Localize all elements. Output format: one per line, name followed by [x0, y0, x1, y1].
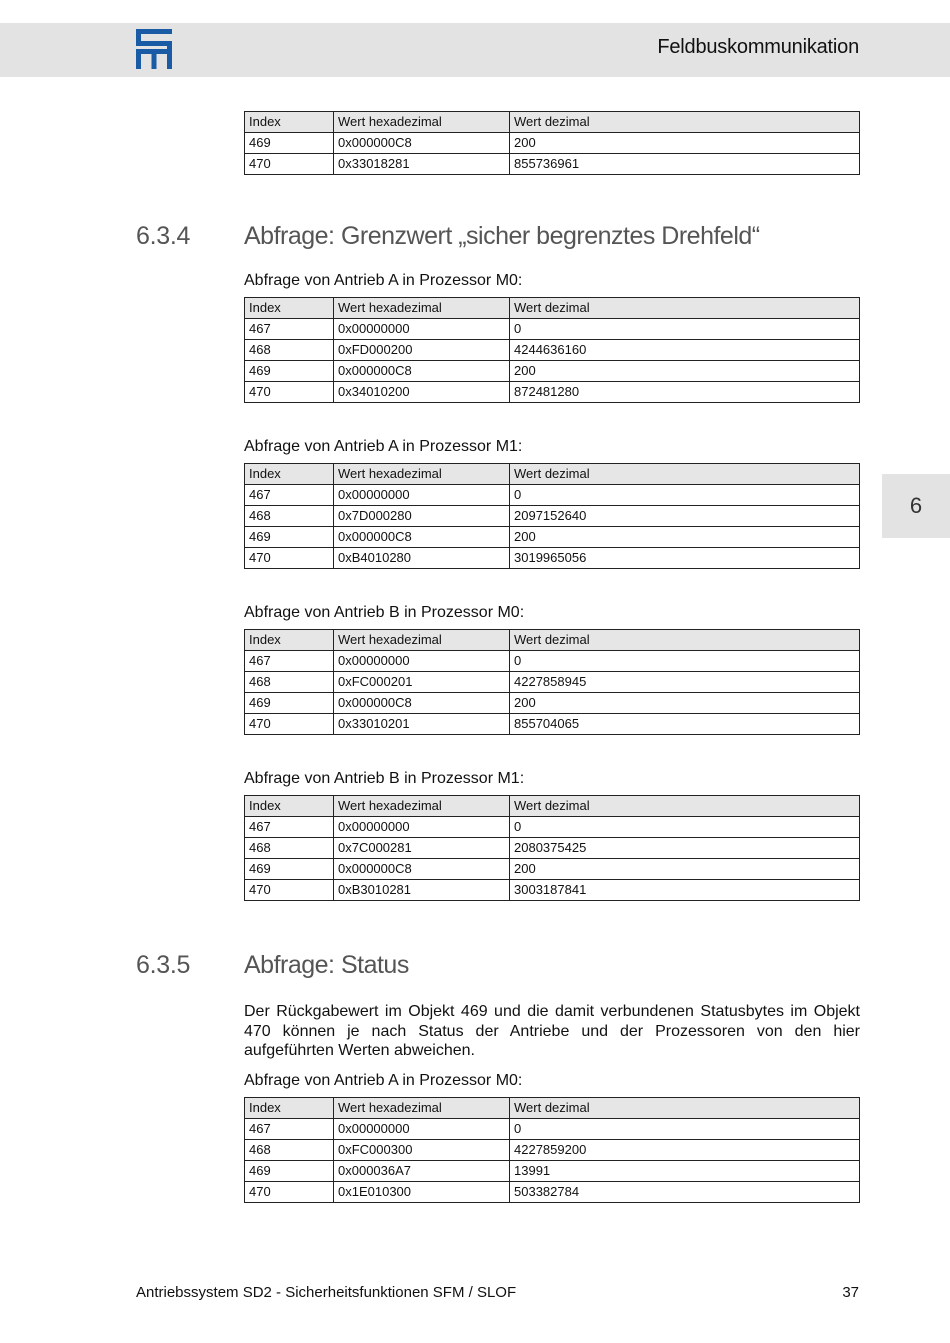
company-logo-icon — [136, 29, 172, 69]
hex-value-cell: 0x000000C8 — [334, 527, 510, 548]
table-caption: Abfrage von Antrieb A in Prozessor M0: — [244, 272, 523, 289]
column-header: Wert hexadezimal — [334, 112, 510, 133]
table-row — [245, 838, 860, 859]
column-header: Index — [245, 1098, 334, 1119]
table-header-row — [245, 298, 860, 319]
hex-value-cell: 0xB4010280 — [334, 548, 510, 569]
index-cell: 469 — [245, 693, 334, 714]
table-row — [245, 340, 860, 361]
hex-value-cell: 0x00000000 — [334, 485, 510, 506]
hex-value-cell: 0x000000C8 — [334, 133, 510, 154]
section-number-635: 6.3.5 — [136, 951, 191, 979]
hex-value-cell: 0xFD000200 — [334, 340, 510, 361]
table-row — [245, 361, 860, 382]
table-row — [245, 1161, 860, 1182]
table-status-a-m0 — [244, 1097, 860, 1203]
column-header: Wert dezimal — [510, 796, 860, 817]
column-header: Index — [245, 464, 334, 485]
table-row — [245, 880, 860, 901]
table-row — [245, 1119, 860, 1140]
index-cell: 468 — [245, 506, 334, 527]
index-cell: 470 — [245, 154, 334, 175]
table-row — [245, 714, 860, 735]
decimal-value-cell: 200 — [510, 859, 860, 880]
hex-value-cell: 0x00000000 — [334, 817, 510, 838]
decimal-value-cell: 3003187841 — [510, 880, 860, 901]
decimal-value-cell: 4227859200 — [510, 1140, 860, 1161]
table-row — [245, 506, 860, 527]
column-header: Index — [245, 796, 334, 817]
index-cell: 469 — [245, 1161, 334, 1182]
decimal-value-cell: 503382784 — [510, 1182, 860, 1203]
table-row — [245, 382, 860, 403]
index-cell: 468 — [245, 672, 334, 693]
column-header: Wert hexadezimal — [334, 464, 510, 485]
hex-value-cell: 0x34010200 — [334, 382, 510, 403]
hex-value-cell: 0x7D000280 — [334, 506, 510, 527]
column-header: Wert hexadezimal — [334, 630, 510, 651]
table-row — [245, 527, 860, 548]
table-row — [245, 817, 860, 838]
index-cell: 468 — [245, 838, 334, 859]
decimal-value-cell: 4244636160 — [510, 340, 860, 361]
column-header: Wert hexadezimal — [334, 298, 510, 319]
table-caption: Abfrage von Antrieb A in Prozessor M0: — [244, 1072, 523, 1089]
hex-value-cell: 0x33018281 — [334, 154, 510, 175]
column-header: Wert dezimal — [510, 112, 860, 133]
decimal-value-cell: 200 — [510, 133, 860, 154]
column-header: Index — [245, 298, 334, 319]
header-title: Feldbuskommunikation — [657, 36, 859, 58]
decimal-value-cell: 0 — [510, 485, 860, 506]
table-row — [245, 154, 860, 175]
table-a-m0 — [244, 297, 860, 403]
table-row — [245, 485, 860, 506]
index-cell: 470 — [245, 1182, 334, 1203]
decimal-value-cell: 0 — [510, 651, 860, 672]
table-header-row — [245, 1098, 860, 1119]
table-row — [245, 1182, 860, 1203]
column-header: Wert dezimal — [510, 298, 860, 319]
hex-value-cell: 0xFC000201 — [334, 672, 510, 693]
table-row — [245, 548, 860, 569]
hex-value-cell: 0x000036A7 — [334, 1161, 510, 1182]
index-cell: 470 — [245, 548, 334, 569]
hex-value-cell: 0x00000000 — [334, 319, 510, 340]
table-row — [245, 672, 860, 693]
decimal-value-cell: 872481280 — [510, 382, 860, 403]
decimal-value-cell: 4227858945 — [510, 672, 860, 693]
column-header: Wert hexadezimal — [334, 796, 510, 817]
section-title-634: Abfrage: Grenzwert „sicher begrenztes Drehfeld“ — [244, 222, 760, 250]
chapter-tab[interactable]: 6 — [882, 474, 950, 538]
hex-value-cell: 0x00000000 — [334, 651, 510, 672]
index-cell: 468 — [245, 1140, 334, 1161]
decimal-value-cell: 2080375425 — [510, 838, 860, 859]
table-header-row — [245, 112, 860, 133]
index-cell: 470 — [245, 714, 334, 735]
table-b-m1 — [244, 795, 860, 901]
index-cell: 467 — [245, 485, 334, 506]
hex-value-cell: 0xFC000300 — [334, 1140, 510, 1161]
table-row — [245, 859, 860, 880]
decimal-value-cell: 855704065 — [510, 714, 860, 735]
table-header-row — [245, 464, 860, 485]
decimal-value-cell: 3019965056 — [510, 548, 860, 569]
hex-value-cell: 0x000000C8 — [334, 693, 510, 714]
status-paragraph: Der Rückgabewert im Objekt 469 und die damit verbundenen Statusbytes im Objekt 470 können je nach Status der Antriebe und der Prozessoren von den hier aufgeführten Werten abweichen. — [244, 1003, 860, 1059]
table-continuation — [244, 111, 860, 175]
index-cell: 467 — [245, 817, 334, 838]
footer-page-number: 37 — [842, 1284, 859, 1301]
index-cell: 470 — [245, 382, 334, 403]
section-title-635: Abfrage: Status — [244, 951, 409, 979]
index-cell: 467 — [245, 1119, 334, 1140]
table-header-row — [245, 630, 860, 651]
decimal-value-cell: 0 — [510, 817, 860, 838]
decimal-value-cell: 855736961 — [510, 154, 860, 175]
index-cell: 469 — [245, 859, 334, 880]
decimal-value-cell: 0 — [510, 1119, 860, 1140]
decimal-value-cell: 200 — [510, 693, 860, 714]
index-cell: 469 — [245, 527, 334, 548]
index-cell: 467 — [245, 319, 334, 340]
section-number-634: 6.3.4 — [136, 222, 191, 250]
column-header: Index — [245, 630, 334, 651]
index-cell: 469 — [245, 133, 334, 154]
column-header: Wert dezimal — [510, 1098, 860, 1119]
table-row — [245, 1140, 860, 1161]
table-caption: Abfrage von Antrieb B in Prozessor M0: — [244, 604, 525, 621]
decimal-value-cell: 200 — [510, 527, 860, 548]
decimal-value-cell: 200 — [510, 361, 860, 382]
decimal-value-cell: 0 — [510, 319, 860, 340]
table-row — [245, 133, 860, 154]
hex-value-cell: 0x33010201 — [334, 714, 510, 735]
table-caption: Abfrage von Antrieb B in Prozessor M1: — [244, 770, 525, 787]
hex-value-cell: 0x1E010300 — [334, 1182, 510, 1203]
table-a-m1 — [244, 463, 860, 569]
column-header: Wert hexadezimal — [334, 1098, 510, 1119]
hex-value-cell: 0x00000000 — [334, 1119, 510, 1140]
column-header: Index — [245, 112, 334, 133]
index-cell: 467 — [245, 651, 334, 672]
index-cell: 469 — [245, 361, 334, 382]
hex-value-cell: 0xB3010281 — [334, 880, 510, 901]
hex-value-cell: 0x000000C8 — [334, 859, 510, 880]
footer-document-title: Antriebssystem SD2 - Sicherheitsfunktionen SFM / SLOF — [136, 1284, 517, 1301]
table-caption: Abfrage von Antrieb A in Prozessor M1: — [244, 438, 523, 455]
table-b-m0 — [244, 629, 860, 735]
hex-value-cell: 0x7C000281 — [334, 838, 510, 859]
table-header-row — [245, 796, 860, 817]
column-header: Wert dezimal — [510, 630, 860, 651]
index-cell: 468 — [245, 340, 334, 361]
table-row — [245, 693, 860, 714]
decimal-value-cell: 13991 — [510, 1161, 860, 1182]
decimal-value-cell: 2097152640 — [510, 506, 860, 527]
column-header: Wert dezimal — [510, 464, 860, 485]
table-row — [245, 651, 860, 672]
hex-value-cell: 0x000000C8 — [334, 361, 510, 382]
index-cell: 470 — [245, 880, 334, 901]
table-row — [245, 319, 860, 340]
